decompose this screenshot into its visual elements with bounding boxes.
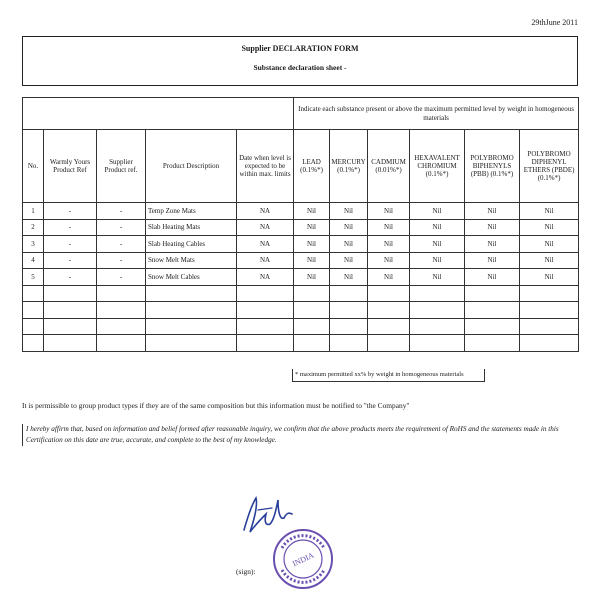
- table-cell: -: [97, 203, 146, 220]
- table-cell: [23, 285, 44, 302]
- table-cell: NA: [237, 269, 294, 286]
- table-cell: NA: [237, 252, 294, 269]
- table-cell: [294, 285, 330, 302]
- table-cell: [520, 285, 579, 302]
- table-cell: Nil: [410, 203, 465, 220]
- table-cell: Nil: [368, 269, 410, 286]
- table-footnote: * maximum permitted xx% by weight in homogeneous materials: [292, 369, 485, 382]
- table-row: [23, 302, 579, 319]
- column-header: Warmly Yours Product Ref: [44, 130, 97, 203]
- column-header: CADMIUM (0.01%*): [368, 130, 410, 203]
- table-cell: Nil: [330, 269, 368, 286]
- table-cell: [465, 285, 520, 302]
- table-cell: [146, 285, 237, 302]
- table-cell: Snow Melt Cables: [146, 269, 237, 286]
- table-row: [23, 203, 579, 220]
- table-row: [23, 269, 579, 286]
- table-cell: Slab Heating Mats: [146, 219, 237, 236]
- table-cell: Nil: [294, 252, 330, 269]
- table-cell: [465, 335, 520, 352]
- table-cell: [23, 318, 44, 335]
- table-cell: [520, 318, 579, 335]
- table-cell: Nil: [520, 252, 579, 269]
- table-cell: [410, 285, 465, 302]
- form-title: Supplier DECLARATION FORM: [241, 44, 359, 53]
- table-cell: Slab Heating Cables: [146, 236, 237, 253]
- table-cell: [368, 302, 410, 319]
- table-cell: [146, 335, 237, 352]
- company-stamp: [272, 528, 334, 595]
- table-row: [23, 252, 579, 269]
- column-header: Supplier Product ref.: [97, 130, 146, 203]
- table-column-header-row: [23, 130, 579, 203]
- table-cell: [44, 302, 97, 319]
- table-cell: -: [97, 219, 146, 236]
- svg-text:INDIA: INDIA: [291, 550, 316, 569]
- table-cell: [465, 318, 520, 335]
- table-cell: Snow Melt Mats: [146, 252, 237, 269]
- table-cell: -: [44, 203, 97, 220]
- table-cell: Nil: [368, 236, 410, 253]
- table-cell: Nil: [368, 252, 410, 269]
- table-cell: [410, 335, 465, 352]
- sign-label: (sign):: [236, 567, 256, 576]
- table-cell: [294, 335, 330, 352]
- table-cell: [465, 302, 520, 319]
- table-cell: 3: [23, 236, 44, 253]
- table-cell: [410, 318, 465, 335]
- table-cell: [368, 335, 410, 352]
- table-cell: [44, 335, 97, 352]
- table-cell: [330, 335, 368, 352]
- table-cell: -: [97, 269, 146, 286]
- table-cell: Nil: [330, 236, 368, 253]
- table-cell: [146, 302, 237, 319]
- table-cell: [237, 285, 294, 302]
- table-cell: [520, 335, 579, 352]
- table-cell: 4: [23, 252, 44, 269]
- table-cell: [330, 318, 368, 335]
- substances-group-header: Indicate each substance present or above the maximum permitted level by weight in homogeneous materials: [294, 98, 579, 130]
- table-cell: [368, 285, 410, 302]
- table-cell: -: [44, 236, 97, 253]
- table-cell: Nil: [294, 203, 330, 220]
- table-row: [23, 236, 579, 253]
- table-cell: [44, 318, 97, 335]
- table-cell: [410, 302, 465, 319]
- table-cell: [237, 318, 294, 335]
- table-cell: Nil: [410, 219, 465, 236]
- table-cell: Nil: [520, 269, 579, 286]
- table-cell: 2: [23, 219, 44, 236]
- table-cell: Nil: [294, 219, 330, 236]
- permissible-note: It is permissible to group product types if they are of the same composition but this information must be notified to "the Company": [22, 401, 410, 410]
- column-header: HEXAVALENT CHROMIUM (0.1%*): [410, 130, 465, 203]
- table-cell: Nil: [330, 252, 368, 269]
- table-cell: Nil: [368, 203, 410, 220]
- table-cell: Nil: [368, 219, 410, 236]
- table-cell: -: [44, 269, 97, 286]
- table-cell: Nil: [410, 269, 465, 286]
- table-header-blank: [23, 98, 294, 130]
- table-cell: Nil: [410, 236, 465, 253]
- table-cell: NA: [237, 219, 294, 236]
- document-date: 29thJune 2011: [531, 18, 578, 27]
- table-cell: 5: [23, 269, 44, 286]
- table-cell: [368, 318, 410, 335]
- table-cell: -: [97, 236, 146, 253]
- table-cell: [97, 318, 146, 335]
- table-cell: Nil: [520, 219, 579, 236]
- table-row: [23, 285, 579, 302]
- table-cell: [146, 318, 237, 335]
- column-header: Date when level is expected to be within max. limits: [237, 130, 294, 203]
- table-cell: [97, 335, 146, 352]
- table-cell: [520, 302, 579, 319]
- table-cell: 1: [23, 203, 44, 220]
- table-cell: [23, 302, 44, 319]
- table-cell: [97, 285, 146, 302]
- form-header-box: [22, 36, 578, 86]
- affirmation-statement: I hereby affirm that, based on information and belief formed after reasonable inquiry, we confirm that the above products meets the requirement of RoHS and the statements made in this Certification on this date are true, accurate, and complete to the best of my knowledge.: [22, 424, 586, 446]
- table-cell: [294, 318, 330, 335]
- table-cell: Nil: [294, 269, 330, 286]
- table-row: [23, 335, 579, 352]
- table-cell: Nil: [465, 236, 520, 253]
- table-body: [23, 203, 579, 352]
- table-cell: [97, 302, 146, 319]
- table-cell: NA: [237, 236, 294, 253]
- table-cell: [330, 302, 368, 319]
- table-cell: -: [44, 219, 97, 236]
- column-header: POLYBROMO DIPHENYL ETHERS (PBDE) (0.1%*): [520, 130, 579, 203]
- table-cell: Nil: [410, 252, 465, 269]
- table-cell: [237, 335, 294, 352]
- table-group-header-row: [23, 98, 579, 130]
- table-cell: [23, 335, 44, 352]
- table-cell: Temp Zone Mats: [146, 203, 237, 220]
- table-cell: Nil: [294, 236, 330, 253]
- column-header: Product Description: [146, 130, 237, 203]
- table-cell: Nil: [465, 203, 520, 220]
- table-cell: [237, 302, 294, 319]
- table-cell: -: [44, 252, 97, 269]
- column-header: MERCURY (0.1%*): [330, 130, 368, 203]
- table-cell: Nil: [520, 203, 579, 220]
- column-header: LEAD (0.1%*): [294, 130, 330, 203]
- table-cell: Nil: [330, 219, 368, 236]
- table-cell: NA: [237, 203, 294, 220]
- table-cell: Nil: [465, 252, 520, 269]
- table-cell: [294, 302, 330, 319]
- form-subtitle: Substance declaration sheet -: [253, 63, 347, 72]
- table-cell: [44, 285, 97, 302]
- table-cell: Nil: [330, 203, 368, 220]
- table-row: [23, 219, 579, 236]
- table-row: [23, 318, 579, 335]
- column-header: POLYBROMO BIPHENYLS (PBB) (0.1%*): [465, 130, 520, 203]
- table-cell: [330, 285, 368, 302]
- table-cell: Nil: [520, 236, 579, 253]
- column-header: No.: [23, 130, 44, 203]
- substance-declaration-table: [22, 97, 579, 352]
- table-cell: Nil: [465, 269, 520, 286]
- table-cell: -: [97, 252, 146, 269]
- table-cell: Nil: [465, 219, 520, 236]
